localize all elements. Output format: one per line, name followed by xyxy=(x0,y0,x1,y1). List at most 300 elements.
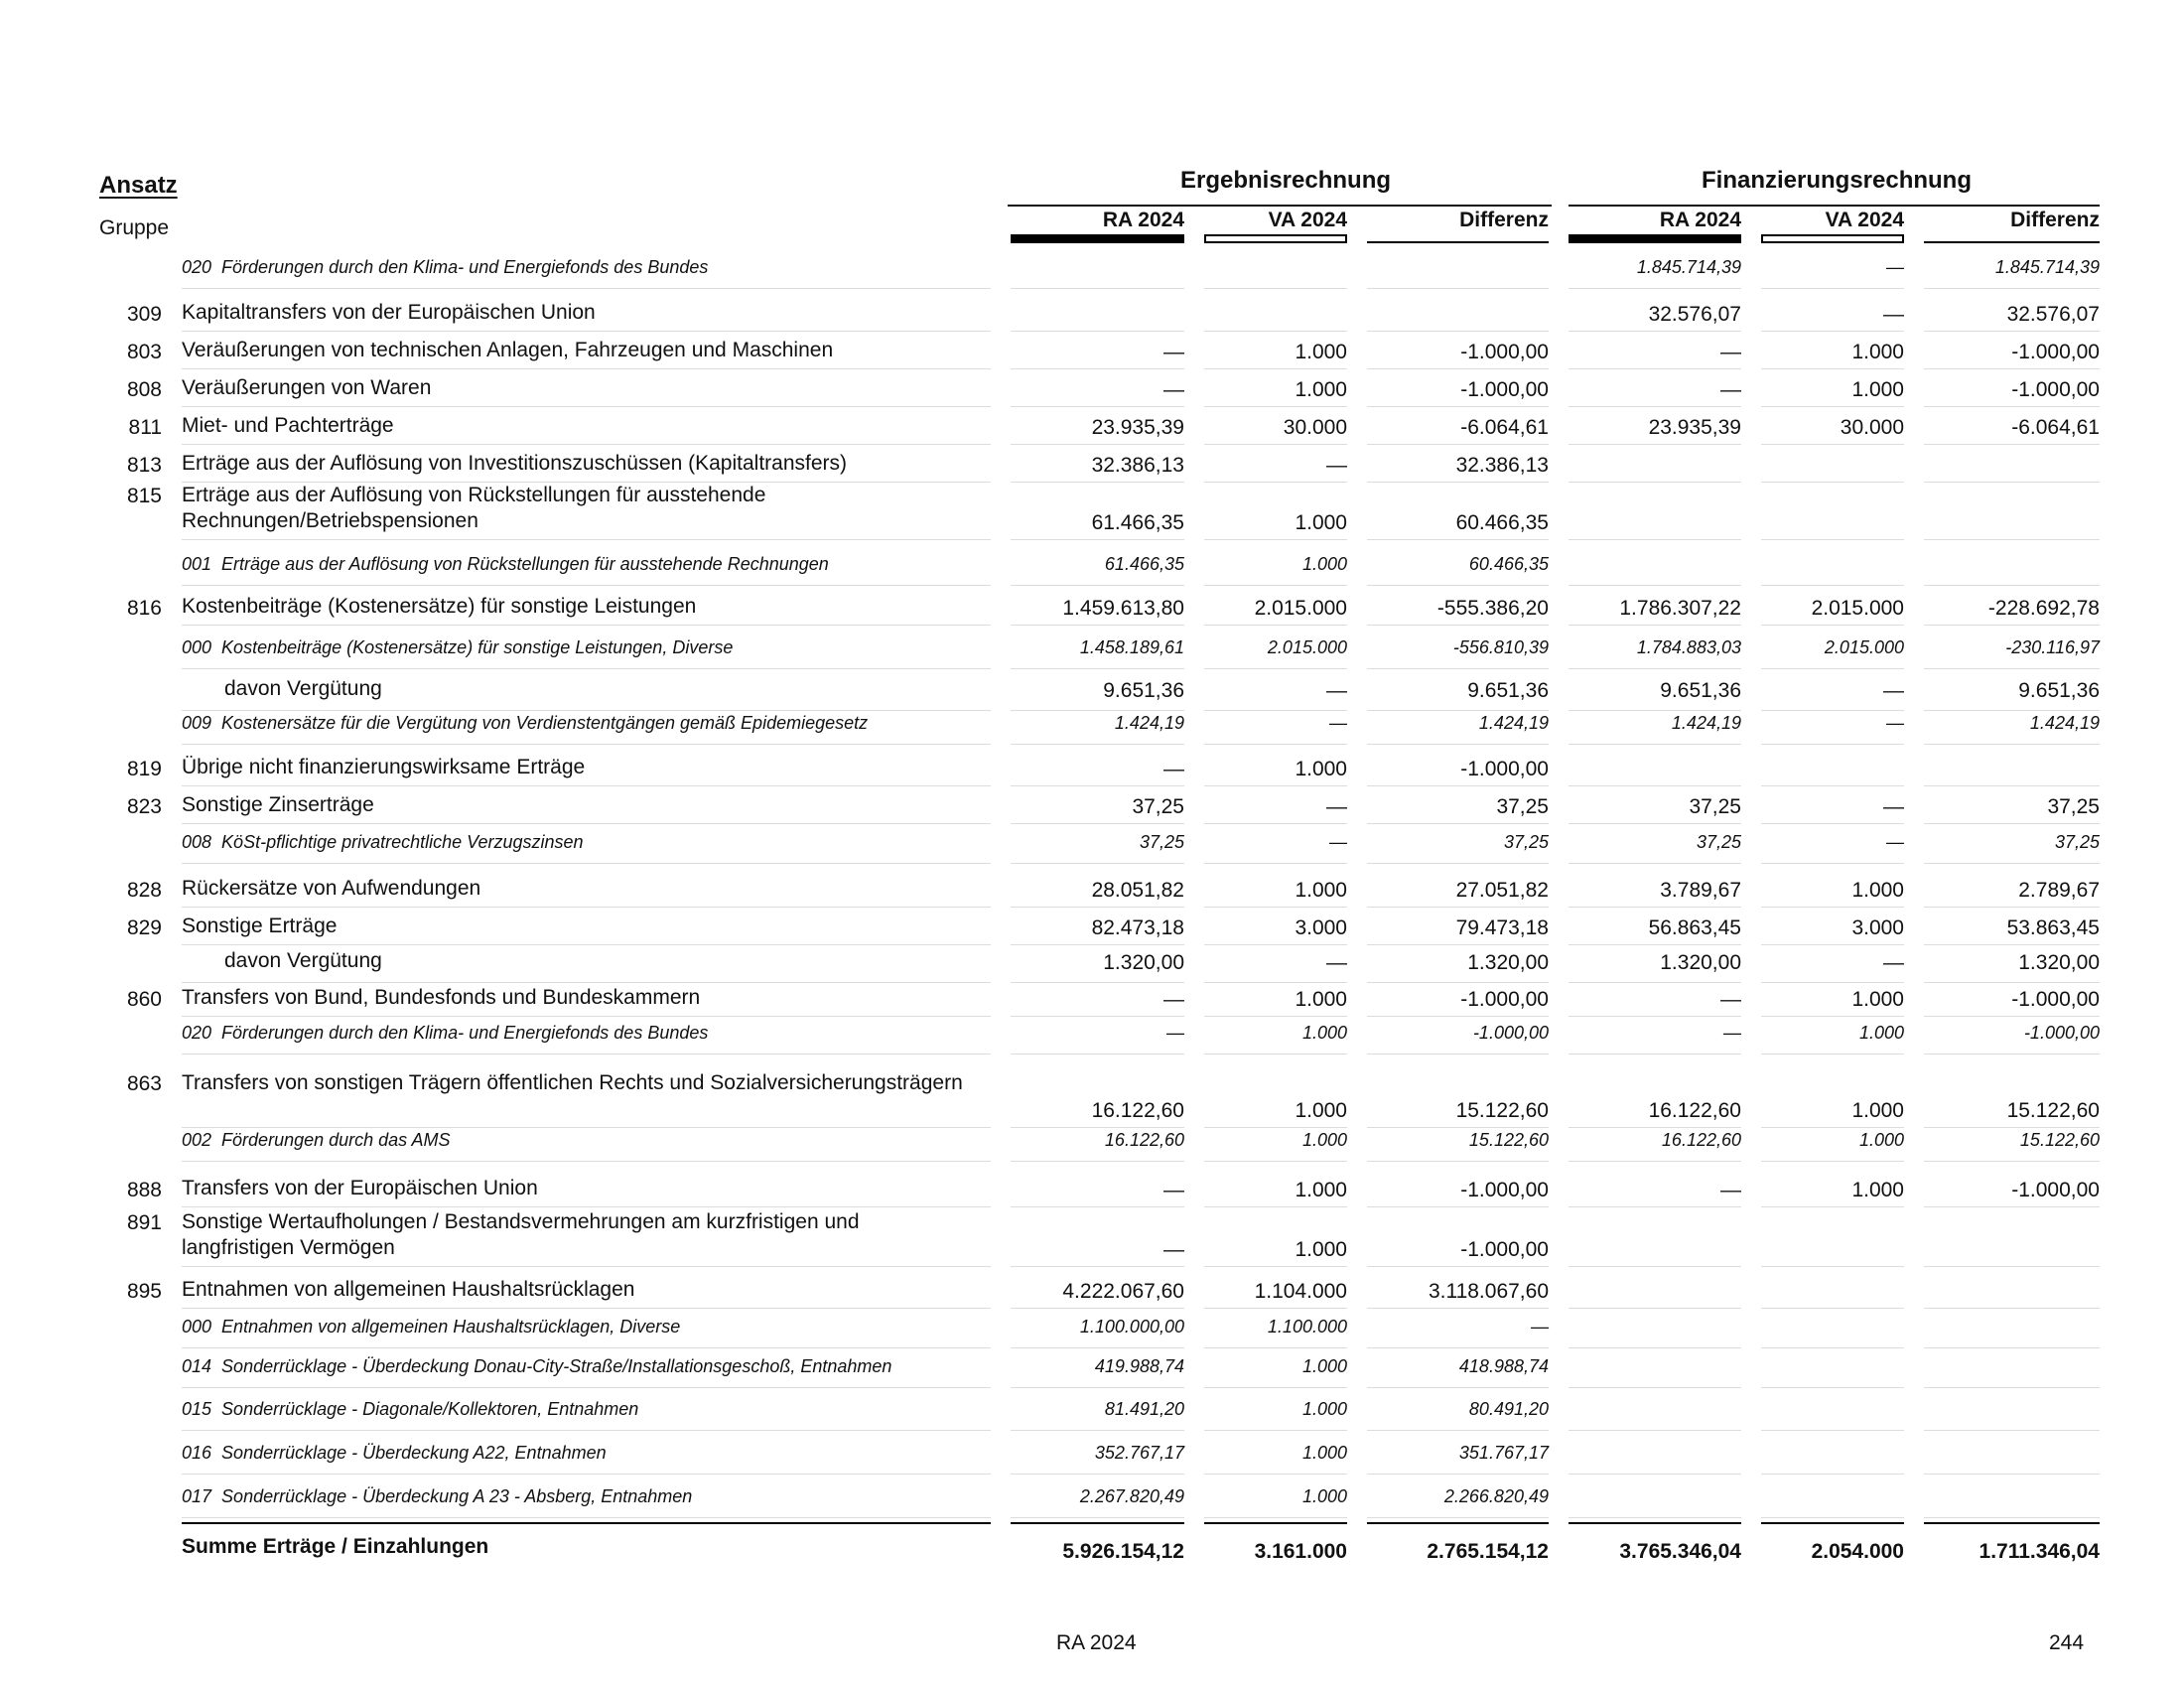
value-cell: 37,25 xyxy=(1503,832,1549,852)
value-cell: — xyxy=(1886,713,1904,733)
table-row xyxy=(0,786,2184,824)
row-divider xyxy=(1011,1161,1184,1162)
row-label: Übrige nicht finanzierungswirksame Erträge xyxy=(182,756,586,778)
table-row xyxy=(0,943,2184,983)
row-divider xyxy=(1367,625,1549,626)
table-row xyxy=(0,824,2184,864)
value-cell: 1.786.307,22 xyxy=(1619,597,1741,620)
value-cell: — xyxy=(1326,679,1347,702)
value-cell: 1.320,00 xyxy=(1660,951,1741,974)
row-divider xyxy=(182,668,991,669)
value-cell: 1.000 xyxy=(1301,554,1347,574)
row-divider xyxy=(1011,668,1184,669)
row-code: 808 xyxy=(126,378,162,401)
value-cell: 2.267.820,49 xyxy=(1079,1486,1184,1506)
row-divider xyxy=(1011,1266,1184,1267)
value-cell: 60.466,35 xyxy=(1468,554,1549,574)
row-divider xyxy=(1367,585,1549,586)
value-cell: -1.000,00 xyxy=(1460,988,1549,1011)
total-value: 5.926.154,12 xyxy=(1062,1540,1184,1563)
row-divider xyxy=(1204,1387,1347,1388)
column-header: Differenz xyxy=(2010,209,2100,231)
value-cell: 37,25 xyxy=(1132,795,1184,818)
table-row xyxy=(0,1391,2184,1431)
row-divider xyxy=(1569,863,1741,864)
row-divider xyxy=(182,1161,991,1162)
value-cell: -1.000,00 xyxy=(1460,1238,1549,1261)
value-cell: -1.000,00 xyxy=(1460,758,1549,780)
value-cell: 1.000 xyxy=(1858,1130,1904,1150)
group-finanzierung-rule xyxy=(1569,205,2100,207)
value-cell: 37,25 xyxy=(1689,795,1741,818)
value-cell: 37,25 xyxy=(1696,832,1741,852)
value-cell: 2.015.000 xyxy=(1824,637,1904,657)
value-cell: 1.784.883,03 xyxy=(1636,637,1741,657)
row-divider xyxy=(1569,539,1741,540)
row-divider xyxy=(1924,668,2100,669)
row-divider xyxy=(1011,1474,1184,1475)
row-divider xyxy=(1204,1266,1347,1267)
column-header: RA 2024 xyxy=(1102,209,1184,231)
value-cell: — xyxy=(1720,988,1741,1011)
row-divider xyxy=(1011,1054,1184,1055)
value-cell: — xyxy=(1720,341,1741,363)
value-cell: -6.064,61 xyxy=(2011,416,2100,439)
row-divider xyxy=(1924,539,2100,540)
value-cell: 61.466,35 xyxy=(1091,511,1184,534)
row-label: Veräußerungen von Waren xyxy=(182,376,432,399)
row-divider xyxy=(1924,1161,2100,1162)
sub-label: Kostenersätze für die Vergütung von Verdienstentgängen gemäß Epidemiegesetz xyxy=(221,713,869,733)
row-code: 891 xyxy=(126,1211,162,1234)
row-label xyxy=(182,1483,976,1509)
value-cell: 15.122,60 xyxy=(2006,1099,2100,1122)
row-divider xyxy=(1204,1517,1347,1518)
row-divider xyxy=(1569,1266,1741,1267)
value-cell: 16.122,60 xyxy=(1104,1130,1184,1150)
row-divider xyxy=(182,585,991,586)
value-cell: 1.000 xyxy=(1301,1399,1347,1419)
row-label: Erträge aus der Auflösung von Rückstellungen für ausstehende Rechnungen/Betriebspensionen xyxy=(182,484,766,532)
row-code: 829 xyxy=(126,916,162,939)
value-cell: 27.051,82 xyxy=(1455,879,1549,902)
row-divider xyxy=(1924,585,2100,586)
sub-label: Sonderrücklage - Diagonale/Kollektoren, Entnahmen xyxy=(221,1399,639,1419)
row-divider xyxy=(1367,1517,1549,1518)
sub-code: 008 xyxy=(182,832,212,852)
value-cell: 1.100.000 xyxy=(1267,1317,1347,1336)
value-cell: 1.000 xyxy=(1295,1099,1347,1122)
row-label xyxy=(182,710,976,736)
value-cell: — xyxy=(1163,341,1184,363)
value-cell: 80.491,20 xyxy=(1468,1399,1549,1419)
row-divider xyxy=(182,539,991,540)
group-finanzierungsrechnung: Finanzierungsrechnung xyxy=(1701,167,1972,194)
row-divider xyxy=(1569,1430,1741,1431)
table-row xyxy=(0,705,2184,745)
row-divider xyxy=(1011,1387,1184,1388)
value-cell: — xyxy=(1163,378,1184,401)
value-cell: — xyxy=(1329,832,1347,852)
row-divider xyxy=(1204,863,1347,864)
row-divider xyxy=(1569,1206,1741,1207)
table-row xyxy=(0,1070,2184,1128)
row-divider xyxy=(1011,288,1184,289)
row-label: davon Vergütung xyxy=(224,949,382,972)
row-label: Rückersätze von Aufwendungen xyxy=(182,877,481,900)
table-row xyxy=(0,630,2184,669)
value-cell: -230.116,97 xyxy=(2005,637,2100,657)
row-divider xyxy=(1204,1206,1347,1207)
value-cell: -1.000,00 xyxy=(1460,378,1549,401)
row-divider xyxy=(1367,863,1549,864)
row-divider xyxy=(1761,1430,1904,1431)
table-row xyxy=(0,1435,2184,1475)
row-divider xyxy=(1569,668,1741,669)
table-row xyxy=(0,294,2184,332)
total-value: 3.765.346,04 xyxy=(1619,1540,1741,1563)
column-marker xyxy=(1204,234,1347,243)
value-cell: 56.863,45 xyxy=(1648,916,1741,939)
value-cell: — xyxy=(1166,1023,1184,1043)
row-divider xyxy=(182,1387,991,1388)
row-label: Transfers von Bund, Bundesfonds und Bundeskammern xyxy=(182,986,701,1009)
sub-code: 014 xyxy=(182,1356,212,1376)
value-cell: -1.000,00 xyxy=(2011,341,2100,363)
row-divider xyxy=(1761,1266,1904,1267)
value-cell: 1.424,19 xyxy=(1671,713,1741,733)
value-cell: 2.266.820,49 xyxy=(1443,1486,1549,1506)
row-divider xyxy=(1367,1161,1549,1162)
row-label xyxy=(182,254,976,280)
value-cell: -1.000,00 xyxy=(1460,341,1549,363)
row-divider xyxy=(1924,1387,2100,1388)
gruppe-heading: Gruppe xyxy=(99,216,170,239)
row-divider xyxy=(1761,288,1904,289)
row-divider xyxy=(1924,288,2100,289)
value-cell: 1.000 xyxy=(1851,378,1904,401)
sub-label: KöSt-pflichtige privatrechtliche Verzugszinsen xyxy=(221,832,584,852)
row-divider xyxy=(1761,1387,1904,1388)
sub-code: 009 xyxy=(182,713,212,733)
value-cell: 1.424,19 xyxy=(1114,713,1184,733)
value-cell: 1.000 xyxy=(1295,879,1347,902)
value-cell: 30.000 xyxy=(1840,416,1904,439)
value-cell: -556.810,39 xyxy=(1452,637,1549,657)
table-row xyxy=(0,588,2184,626)
table-row xyxy=(0,908,2184,945)
value-cell: 1.000 xyxy=(1851,988,1904,1011)
value-cell: 37,25 xyxy=(1139,832,1184,852)
row-code: 816 xyxy=(126,597,162,620)
row-label: Transfers von der Europäischen Union xyxy=(182,1177,538,1199)
row-divider xyxy=(1367,1206,1549,1207)
table-row xyxy=(0,332,2184,369)
row-divider xyxy=(1367,668,1549,669)
value-cell: 1.458.189,61 xyxy=(1079,637,1184,657)
group-ergebnis-rule xyxy=(1008,205,1552,207)
total-value: 3.161.000 xyxy=(1254,1540,1347,1563)
table-row xyxy=(0,1015,2184,1055)
row-divider xyxy=(182,1266,991,1267)
value-cell: -228.692,78 xyxy=(1987,597,2100,620)
value-cell: 37,25 xyxy=(1496,795,1549,818)
table-row xyxy=(0,1170,2184,1207)
row-code: 828 xyxy=(126,879,162,902)
row-code: 863 xyxy=(126,1072,162,1095)
sub-label: Erträge aus der Auflösung von Rückstellungen für ausstehende Rechnungen xyxy=(221,554,829,574)
row-label xyxy=(182,634,976,660)
total-label: Summe Erträge / Einzahlungen xyxy=(182,1535,489,1558)
row-divider xyxy=(182,625,991,626)
row-divider xyxy=(1011,625,1184,626)
value-cell: 1.000 xyxy=(1295,758,1347,780)
value-cell: 16.122,60 xyxy=(1648,1099,1741,1122)
value-cell: -1.000,00 xyxy=(2011,1179,2100,1201)
sub-label: Förderungen durch den Klima- und Energiefonds des Bundes xyxy=(221,1023,709,1043)
row-divider xyxy=(1761,625,1904,626)
sub-code: 020 xyxy=(182,1023,212,1043)
value-cell: 2.015.000 xyxy=(1267,637,1347,657)
value-cell: — xyxy=(1326,454,1347,477)
row-label xyxy=(182,1020,976,1046)
row-divider xyxy=(1569,1474,1741,1475)
sub-code: 002 xyxy=(182,1130,212,1150)
value-cell: 37,25 xyxy=(2047,795,2100,818)
value-cell: 1.424,19 xyxy=(1478,713,1549,733)
row-code: 895 xyxy=(126,1280,162,1303)
value-cell: -1.000,00 xyxy=(2011,378,2100,401)
value-cell: 2.789,67 xyxy=(2018,879,2100,902)
row-label xyxy=(182,1396,976,1422)
row-divider xyxy=(1367,1430,1549,1431)
value-cell: -1.000,00 xyxy=(1472,1023,1549,1043)
row-divider xyxy=(1204,585,1347,586)
value-cell: 16.122,60 xyxy=(1661,1130,1741,1150)
value-cell: — xyxy=(1883,303,1904,326)
value-cell: 1.000 xyxy=(1295,988,1347,1011)
row-label xyxy=(182,1353,976,1379)
value-cell: 1.000 xyxy=(1851,341,1904,363)
value-cell: 1.000 xyxy=(1295,1179,1347,1201)
row-divider xyxy=(1367,539,1549,540)
row-divider xyxy=(1924,1054,2100,1055)
value-cell: 32.576,07 xyxy=(2006,303,2100,326)
row-divider xyxy=(1924,863,2100,864)
value-cell: -555.386,20 xyxy=(1436,597,1549,620)
sub-code: 000 xyxy=(182,637,212,657)
row-code: 819 xyxy=(126,758,162,780)
value-cell: 3.118.067,60 xyxy=(1428,1280,1549,1303)
row-divider xyxy=(1924,1266,2100,1267)
value-cell: 1.000 xyxy=(1301,1356,1347,1376)
value-cell: — xyxy=(1329,713,1347,733)
row-divider xyxy=(1569,1161,1741,1162)
row-divider xyxy=(1924,1206,2100,1207)
value-cell: — xyxy=(1886,257,1904,277)
value-cell: 3.000 xyxy=(1295,916,1347,939)
column-header: RA 2024 xyxy=(1659,209,1741,231)
value-cell: 418.988,74 xyxy=(1458,1356,1549,1376)
row-divider xyxy=(182,1430,991,1431)
row-divider xyxy=(1011,863,1184,864)
value-cell: 1.459.613,80 xyxy=(1062,597,1184,620)
row-label: Kostenbeiträge (Kostenersätze) für sonstige Leistungen xyxy=(182,595,697,618)
footer-title: RA 2024 xyxy=(1056,1631,1137,1654)
row-divider xyxy=(1761,1206,1904,1207)
value-cell: — xyxy=(1720,378,1741,401)
total-value: 2.765.154,12 xyxy=(1427,1540,1549,1563)
table-row xyxy=(0,369,2184,407)
value-cell: — xyxy=(1163,988,1184,1011)
value-cell: 16.122,60 xyxy=(1091,1099,1184,1122)
value-cell: -1.000,00 xyxy=(1460,1179,1549,1201)
row-label: Veräußerungen von technischen Anlagen, Fahrzeugen und Maschinen xyxy=(182,339,834,361)
page-number: 244 xyxy=(2049,1631,2085,1654)
table-row xyxy=(0,749,2184,786)
sub-code: 001 xyxy=(182,554,212,574)
row-label xyxy=(182,829,976,855)
table-row xyxy=(0,1209,2184,1267)
row-divider xyxy=(182,1517,991,1518)
group-ergebnisrechnung: Ergebnisrechnung xyxy=(1179,167,1392,194)
row-code: 811 xyxy=(128,416,162,439)
row-divider xyxy=(1204,1474,1347,1475)
table-row xyxy=(0,1122,2184,1162)
value-cell: 15.122,60 xyxy=(1468,1130,1549,1150)
row-divider xyxy=(1761,1474,1904,1475)
value-cell: 9.651,36 xyxy=(1467,679,1549,702)
value-cell: 23.935,39 xyxy=(1648,416,1741,439)
value-cell: 1.000 xyxy=(1295,511,1347,534)
row-label: Sonstige Erträge xyxy=(182,914,338,937)
value-cell: — xyxy=(1883,951,1904,974)
table-row xyxy=(0,870,2184,908)
value-cell: 15.122,60 xyxy=(2019,1130,2100,1150)
sub-code: 017 xyxy=(182,1486,212,1506)
value-cell: 82.473,18 xyxy=(1091,916,1184,939)
row-divider xyxy=(1924,1474,2100,1475)
row-divider xyxy=(1367,1266,1549,1267)
value-cell: 15.122,60 xyxy=(1455,1099,1549,1122)
column-header: VA 2024 xyxy=(1268,209,1347,231)
row-divider xyxy=(1569,744,1741,745)
value-cell: 30.000 xyxy=(1283,416,1347,439)
row-divider xyxy=(182,1054,991,1055)
value-cell: 81.491,20 xyxy=(1104,1399,1184,1419)
sub-label: Sonderrücklage - Überdeckung Donau-City-Straße/Installationsgeschoß, Entnahmen xyxy=(221,1356,892,1376)
sub-code: 000 xyxy=(182,1317,212,1336)
sub-code: 016 xyxy=(182,1443,212,1463)
row-label xyxy=(182,1440,976,1466)
row-label: Sonstige Wertaufholungen / Bestandsvermehrungen am kurzfristigen und langfristigen Vermögen xyxy=(182,1210,860,1259)
row-divider xyxy=(1204,1161,1347,1162)
value-cell: 3.000 xyxy=(1851,916,1904,939)
value-cell: 1.000 xyxy=(1301,1486,1347,1506)
value-cell: 1.000 xyxy=(1851,1179,1904,1201)
value-cell: 419.988,74 xyxy=(1094,1356,1184,1376)
value-cell: 53.863,45 xyxy=(2006,916,2100,939)
table-row xyxy=(0,546,2184,586)
row-label: Miet- und Pachterträge xyxy=(182,414,394,437)
value-cell: 28.051,82 xyxy=(1091,879,1184,902)
row-divider xyxy=(182,1474,991,1475)
value-cell: 32.386,13 xyxy=(1455,454,1549,477)
table-row xyxy=(0,407,2184,445)
value-cell: — xyxy=(1163,1179,1184,1201)
value-cell: 61.466,35 xyxy=(1104,554,1184,574)
row-label: Entnahmen von allgemeinen Haushaltsrücklagen xyxy=(182,1278,635,1301)
value-cell: 1.000 xyxy=(1851,1099,1904,1122)
value-cell: 1.845.714,39 xyxy=(1636,257,1741,277)
value-cell: 60.466,35 xyxy=(1455,511,1549,534)
total-value: 2.054.000 xyxy=(1811,1540,1904,1563)
row-divider xyxy=(1761,668,1904,669)
table-row xyxy=(0,249,2184,289)
row-divider xyxy=(182,288,991,289)
row-divider xyxy=(1011,539,1184,540)
row-divider xyxy=(182,744,991,745)
row-divider xyxy=(1569,288,1741,289)
row-label: Kapitaltransfers von der Europäischen Union xyxy=(182,301,596,324)
value-cell: 1.000 xyxy=(1295,1238,1347,1261)
sub-label: Förderungen durch den Klima- und Energiefonds des Bundes xyxy=(221,257,709,277)
value-cell: 1.424,19 xyxy=(2029,713,2100,733)
row-divider xyxy=(1204,744,1347,745)
row-divider xyxy=(1761,1054,1904,1055)
row-label: Transfers von sonstigen Trägern öffentlichen Rechts und Sozialversicherungsträgern xyxy=(182,1071,963,1094)
total-value: 1.711.346,04 xyxy=(1979,1540,2100,1563)
row-divider xyxy=(1204,625,1347,626)
row-divider xyxy=(1569,1517,1741,1518)
value-cell: 3.789,67 xyxy=(1660,879,1741,902)
value-cell: — xyxy=(1163,758,1184,780)
row-divider xyxy=(1367,744,1549,745)
row-divider xyxy=(1924,1430,2100,1431)
row-divider xyxy=(1011,1517,1184,1518)
value-cell: — xyxy=(1720,1179,1741,1201)
row-divider xyxy=(1761,863,1904,864)
row-divider xyxy=(1569,625,1741,626)
row-label xyxy=(182,551,976,577)
row-code: 815 xyxy=(126,485,162,507)
sub-label: Entnahmen von allgemeinen Haushaltsrücklagen, Diverse xyxy=(221,1317,681,1336)
row-divider xyxy=(1761,744,1904,745)
ansatz-heading: Ansatz xyxy=(99,172,178,199)
value-cell: -1.000,00 xyxy=(2011,988,2100,1011)
row-divider xyxy=(1761,585,1904,586)
sub-label: Sonderrücklage - Überdeckung A22, Entnahmen xyxy=(221,1443,607,1463)
column-marker xyxy=(1367,241,1549,243)
row-divider xyxy=(1569,1387,1741,1388)
sub-label: Förderungen durch das AMS xyxy=(221,1130,451,1150)
row-divider xyxy=(1367,1474,1549,1475)
row-divider xyxy=(1924,744,2100,745)
value-cell: — xyxy=(1883,795,1904,818)
column-marker xyxy=(1924,241,2100,243)
sub-label: Kostenbeiträge (Kostenersätze) für sonstige Leistungen, Diverse xyxy=(221,637,734,657)
value-cell: 1.845.714,39 xyxy=(1994,257,2100,277)
value-cell: 1.000 xyxy=(1301,1443,1347,1463)
table-row xyxy=(0,1478,2184,1518)
value-cell: — xyxy=(1723,1023,1741,1043)
row-divider xyxy=(1761,539,1904,540)
value-cell: 1.100.000,00 xyxy=(1079,1317,1184,1336)
value-cell: 32.386,13 xyxy=(1091,454,1184,477)
value-cell: 37,25 xyxy=(2054,832,2100,852)
row-divider xyxy=(1204,668,1347,669)
table-row xyxy=(0,979,2184,1017)
